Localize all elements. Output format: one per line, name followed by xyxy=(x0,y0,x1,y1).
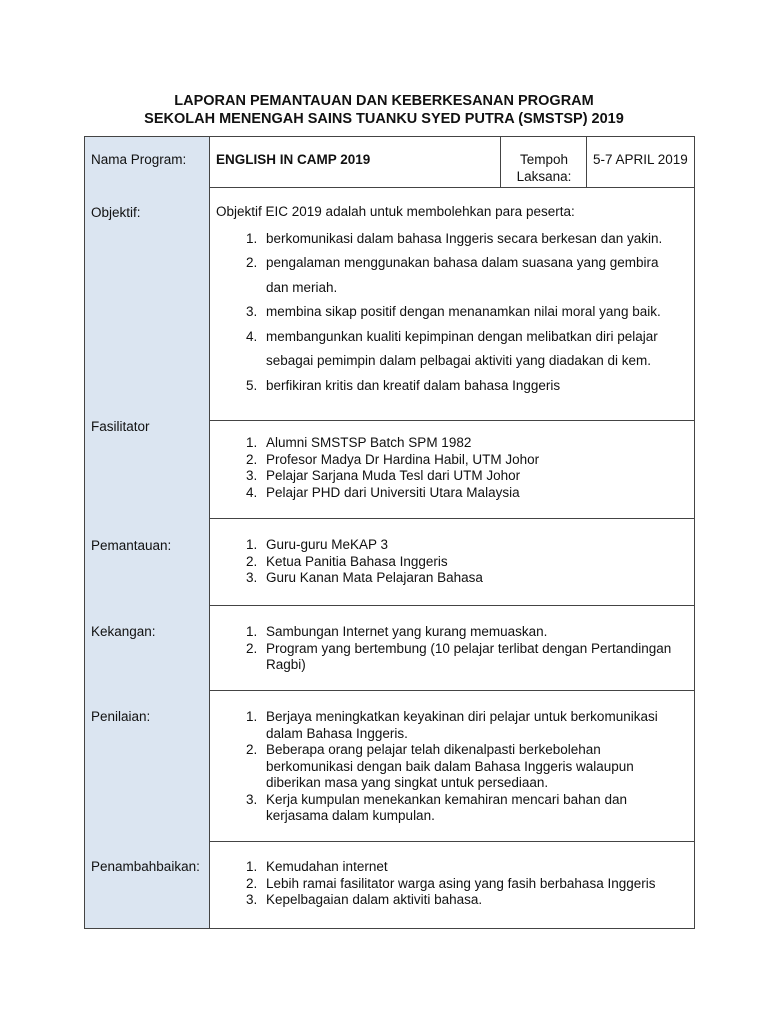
objektif-content xyxy=(216,204,676,398)
tempoh-laksana-value: 5-7 APRIL 2019 xyxy=(593,152,688,167)
list-item: 4. Pelajar PHD dari Universiti Utara Malaysia xyxy=(246,484,520,500)
list-item: 4. membangunkan kualiti kepimpinan dengan melibatkan diri pelajar sebagai pemimpin dalam pelbagai aktiviti yang diadakan di kem. xyxy=(246,328,658,368)
pemantauan-content xyxy=(216,537,686,587)
list-item: 3. membina sikap positif dengan menanamkan nilai moral yang baik. xyxy=(246,304,661,319)
list-item: 1. berkomunikasi dalam bahasa Inggeris secara berkesan dan yakin. xyxy=(246,230,663,246)
kekangan-label: Kekangan: xyxy=(91,624,156,639)
fasilitator-content xyxy=(216,435,686,501)
penilaian-content xyxy=(216,709,686,825)
column-divider xyxy=(209,136,210,929)
divider-date-label xyxy=(500,136,501,187)
row-divider-3 xyxy=(209,518,695,519)
report-title-line-2: SEKOLAH MENENGAH SAINS TUANKU SYED PUTRA (SMSTSP) 2019 xyxy=(144,111,624,127)
row-divider-2 xyxy=(209,420,695,421)
nama-program-label: Nama Program: xyxy=(91,152,187,167)
penambahbaikan-list xyxy=(216,859,686,909)
border-left xyxy=(84,136,85,929)
list-item: 5. berfikiran kritis dan kreatif dalam bahasa Inggeris xyxy=(246,377,561,393)
objektif-label: Objektif: xyxy=(91,205,141,220)
pemantauan-label: Pemantauan: xyxy=(91,538,172,553)
list-item: 2. Ketua Panitia Bahasa Inggeris xyxy=(246,553,448,569)
kekangan-content xyxy=(216,624,686,674)
fasilitator-list xyxy=(216,435,686,501)
list-item: 1. Berjaya meningkatkan keyakinan diri pelajar untuk berkomunikasi dalam Bahasa Inggeris. xyxy=(246,709,658,741)
list-item: 3. Guru Kanan Mata Pelajaran Bahasa xyxy=(246,570,483,585)
divider-date-value xyxy=(586,136,587,187)
list-item: 1. Guru-guru MeKAP 3 xyxy=(246,537,389,552)
list-item: 2. Lebih ramai fasilitator warga asing yang fasih berbahasa Inggeris xyxy=(246,875,656,891)
objektif-list xyxy=(216,227,676,399)
list-item: 2. Beberapa orang pelajar telah dikenalpasti berkebolehan berkomunikasi dengan baik dalam Bahasa Inggeris walaupun diberikan masa yang singkat untuk persediaan. xyxy=(246,742,634,790)
nama-program-value: ENGLISH IN CAMP 2019 xyxy=(216,152,371,167)
list-item: 3. Kepelbagaian dalam aktiviti bahasa. xyxy=(246,892,483,907)
penilaian-label: Penilaian: xyxy=(91,709,151,724)
pemantauan-list xyxy=(216,537,686,587)
row-divider-5 xyxy=(209,690,695,691)
row-divider-6 xyxy=(209,841,695,842)
tempoh-laksana-label: Tempoh Laksana: xyxy=(516,152,572,184)
penilaian-list xyxy=(216,709,686,825)
penambahbaikan-content xyxy=(216,859,686,909)
row-divider-4 xyxy=(209,605,695,606)
list-item: 2. Program yang bertembung (10 pelajar terlibat dengan Pertandingan Ragbi) xyxy=(246,640,672,672)
list-item: 2. pengalaman menggunakan bahasa dalam suasana yang gembira dan meriah. xyxy=(246,255,659,295)
list-item: 1. Alumni SMSTSP Batch SPM 1982 xyxy=(246,435,472,450)
border-bottom xyxy=(84,928,695,929)
kekangan-list xyxy=(216,624,686,674)
penambahbaikan-label: Penambahbaikan: xyxy=(91,859,200,874)
fasilitator-label: Fasilitator xyxy=(91,419,150,434)
objektif-intro: Objektif EIC 2019 adalah untuk membolehkan para peserta: xyxy=(216,204,575,219)
list-item: 1. Sambungan Internet yang kurang memuaskan. xyxy=(246,624,548,639)
border-right xyxy=(694,136,695,929)
list-item: 3. Pelajar Sarjana Muda Tesl dari UTM Johor xyxy=(246,468,521,483)
report-table xyxy=(84,136,695,929)
label-column xyxy=(84,136,209,929)
border-top xyxy=(84,136,695,137)
list-item: 3. Kerja kumpulan menekankan kemahiran mencari bahan dan kerjasama dalam kumpulan. xyxy=(246,791,627,823)
list-item: 2. Profesor Madya Dr Hardina Habil, UTM Johor xyxy=(246,451,540,467)
list-item: 1. Kemudahan internet xyxy=(246,859,388,874)
report-title-line-1: LAPORAN PEMANTAUAN DAN KEBERKESANAN PROGRAM xyxy=(174,93,594,109)
row-divider-1 xyxy=(209,187,695,188)
